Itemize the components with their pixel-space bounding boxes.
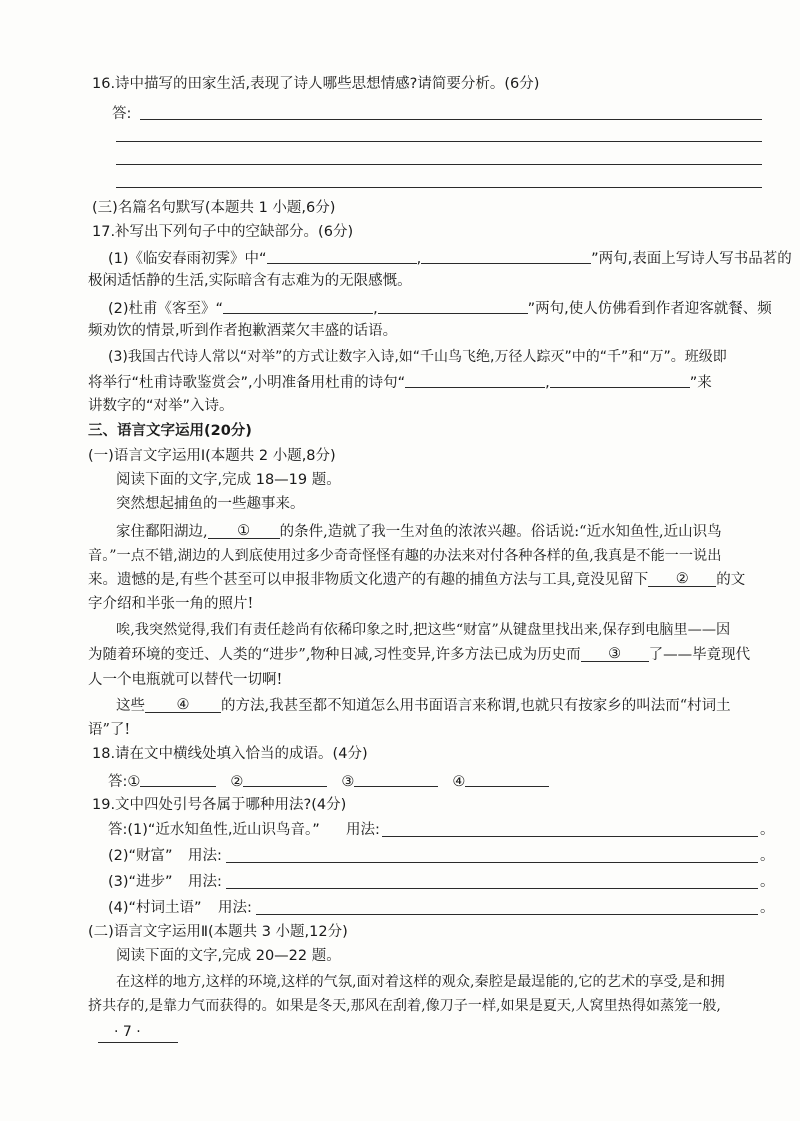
fill-blank-2[interactable] bbox=[648, 571, 716, 587]
q17-item3: (3)我国古代诗人常以“对举”的方式让数字入诗,如“千山鸟飞绝,万径人踪灭”中的“千”和“万”。班级即 bbox=[108, 349, 727, 365]
reading-instruction: 阅读下面的文字,完成 20—22 题。 bbox=[116, 948, 341, 964]
answer-blank[interactable] bbox=[465, 771, 549, 787]
q19-usage-1: 用法: bbox=[346, 822, 380, 838]
q17-item3-sep: , bbox=[545, 375, 550, 391]
q19-end-4: 。 bbox=[760, 900, 775, 916]
reading-instruction: 阅读下面的文字,完成 18—19 题。 bbox=[116, 472, 341, 488]
fill-blank[interactable] bbox=[267, 248, 417, 264]
q17-item1-text: (1)《临安春雨初霁》中“ bbox=[108, 251, 267, 267]
answer-blank[interactable] bbox=[354, 771, 438, 787]
passage-line bbox=[116, 522, 722, 542]
fill-blank-4[interactable] bbox=[145, 697, 221, 713]
q17-item1-sep: , bbox=[416, 251, 422, 267]
q17-item3-end: 讲数字的“对举”入诗。 bbox=[88, 398, 234, 414]
q19-title: 19.文中四处引号各属于哪种用法?(4分) bbox=[92, 797, 347, 813]
passage-line bbox=[88, 645, 750, 665]
q17-title: 17.补写出下列句子中的空缺部分。(6分) bbox=[92, 224, 354, 240]
q18-title: 18.请在文中横线处填入恰当的成语。(4分) bbox=[92, 746, 368, 762]
fill-blank[interactable] bbox=[550, 372, 690, 388]
section-heading: 三、语言文字运用(20分) bbox=[88, 423, 252, 439]
q17-item3-text: 将举行“杜甫诗歌鉴赏会”,小明准备用杜甫的诗句“ bbox=[88, 375, 406, 391]
answer-blank[interactable] bbox=[243, 771, 327, 787]
q17-item2-cont: 频劝饮的情景,听到作者抱歉酒菜欠丰盛的话语。 bbox=[88, 323, 398, 339]
q18-num: ② bbox=[230, 774, 244, 790]
fill-blank[interactable] bbox=[421, 248, 591, 264]
answer-line[interactable] bbox=[382, 836, 758, 837]
passage-line: 在这样的地方,这样的环境,这样的气氛,面对着这样的观众,秦腔是最逞能的,它的艺术的享受,是和拥 bbox=[116, 974, 725, 990]
passage-line bbox=[116, 696, 731, 716]
passage-text: 这些 bbox=[116, 698, 145, 714]
answer-line[interactable] bbox=[226, 862, 758, 863]
q19-usage-4: 用法: bbox=[218, 900, 252, 916]
fill-blank-1[interactable] bbox=[208, 523, 280, 539]
q17-item1 bbox=[108, 247, 792, 269]
passage-text: 家住鄱阳湖边, bbox=[116, 524, 208, 540]
q17-item1-text: ”两句,表面上写诗人写书品茗的 bbox=[591, 251, 792, 267]
q17-item2-sep: , bbox=[373, 301, 378, 317]
q16-title: 16.诗中描写的田家生活,表现了诗人哪些思想情感?请简要分析。(6分) bbox=[92, 76, 540, 92]
answer-line[interactable] bbox=[226, 888, 758, 889]
passage-text: 的文 bbox=[716, 572, 746, 588]
q19-end-3: 。 bbox=[760, 874, 775, 890]
answer-line[interactable] bbox=[116, 164, 762, 165]
blank-number: ④ bbox=[176, 697, 190, 713]
subsection-heading: (一)语言文字运用Ⅰ(本题共 2 小题,8分) bbox=[88, 448, 336, 464]
q19-end-1: 。 bbox=[760, 822, 775, 838]
answer-line[interactable] bbox=[256, 914, 758, 915]
answer-line[interactable] bbox=[116, 141, 762, 142]
q18-num: ④ bbox=[452, 774, 466, 790]
q19-usage-2: 用法: bbox=[188, 848, 222, 864]
blank-number: ② bbox=[675, 571, 689, 587]
passage-line: 唉,我突然觉得,我们有责任趁尚有依稀印象之时,把这些“财富”从键盘里找出来,保存到电脑里——因 bbox=[116, 622, 731, 638]
q19-label-2: (2)“财富” bbox=[108, 848, 173, 864]
passage-text: 为随着环境的变迁、人类的“进步”,物种日减,习性变异,许多方法已成为历史而 bbox=[88, 647, 581, 663]
q19-end-2: 。 bbox=[760, 848, 775, 864]
q19-label-1: 答:(1)“近水知鱼性,近山识鸟音。” bbox=[108, 822, 320, 838]
q17-item1-cont: 极闲适恬静的生活,实际暗含有志难为的无限感慨。 bbox=[88, 273, 412, 289]
blank-number: ① bbox=[237, 523, 251, 539]
passage-line bbox=[88, 570, 745, 590]
q18-answer-label: 答: bbox=[108, 774, 128, 790]
passage-text: 的方法,我甚至都不知道怎么用书面语言来称谓,也就只有按家乡的叫法而“村词土 bbox=[221, 698, 731, 714]
answer-line[interactable] bbox=[116, 187, 762, 188]
q18-num: ① bbox=[127, 774, 141, 790]
q19-usage-3: 用法: bbox=[188, 874, 222, 890]
passage-line: 语”了! bbox=[88, 722, 131, 738]
answer-line[interactable] bbox=[140, 119, 762, 120]
q19-label-3: (3)“进步” bbox=[108, 874, 173, 890]
passage-line: 音。”一点不错,湖边的人到底使用过多少奇奇怪怪有趣的办法来对付各种各样的鱼,我真是不能一一说出 bbox=[88, 548, 722, 564]
subsection-heading: (二)语言文字运用Ⅱ(本题共 3 小题,12分) bbox=[88, 924, 348, 940]
passage-line: 人一个电瓶就可以替代一切啊! bbox=[88, 672, 283, 688]
fill-blank-3[interactable] bbox=[581, 646, 649, 662]
q19-label-4: (4)“村词土语” bbox=[108, 900, 202, 916]
fill-blank[interactable] bbox=[405, 372, 545, 388]
passage-text: 的条件,造就了我一生对鱼的浓浓兴趣。俗话说:“近水知鱼性,近山识鸟 bbox=[279, 524, 722, 540]
blank-number: ③ bbox=[608, 646, 622, 662]
passage-text: 了——毕竟现代 bbox=[648, 647, 751, 663]
q17-item3-text: ”来 bbox=[689, 375, 712, 391]
answer-blank[interactable] bbox=[140, 771, 216, 787]
q17-item2 bbox=[108, 297, 772, 319]
page-number: · 7 · bbox=[114, 1024, 141, 1040]
q16-answer-label: 答: bbox=[112, 106, 132, 122]
page-number-underline bbox=[98, 1042, 178, 1043]
section-heading: (三)名篇名句默写(本题共 1 小题,6分) bbox=[92, 200, 336, 216]
q17-item2-text: ”两句,使人仿佛看到作者迎客就餐、频 bbox=[527, 301, 772, 317]
q18-answers bbox=[108, 770, 549, 792]
passage-title: 突然想起捕鱼的一些趣事来。 bbox=[116, 496, 305, 512]
passage-line: 字介绍和半张一角的照片! bbox=[88, 596, 254, 612]
passage-text: 来。遗憾的是,有些个甚至可以申报非物质文化遗产的有趣的捕鱼方法与工具,竟没见留下 bbox=[88, 572, 649, 588]
passage-line: 挤共存的,是靠力气而获得的。如果是冬天,那风在刮着,像刀子一样,如果是夏天,人窝里热得如蒸笼一般, bbox=[88, 998, 721, 1014]
q18-num: ③ bbox=[341, 774, 355, 790]
q17-item3-cont bbox=[88, 371, 712, 393]
q17-item2-text: (2)杜甫《客至》“ bbox=[108, 301, 224, 317]
fill-blank[interactable] bbox=[223, 298, 373, 314]
fill-blank[interactable] bbox=[378, 298, 528, 314]
